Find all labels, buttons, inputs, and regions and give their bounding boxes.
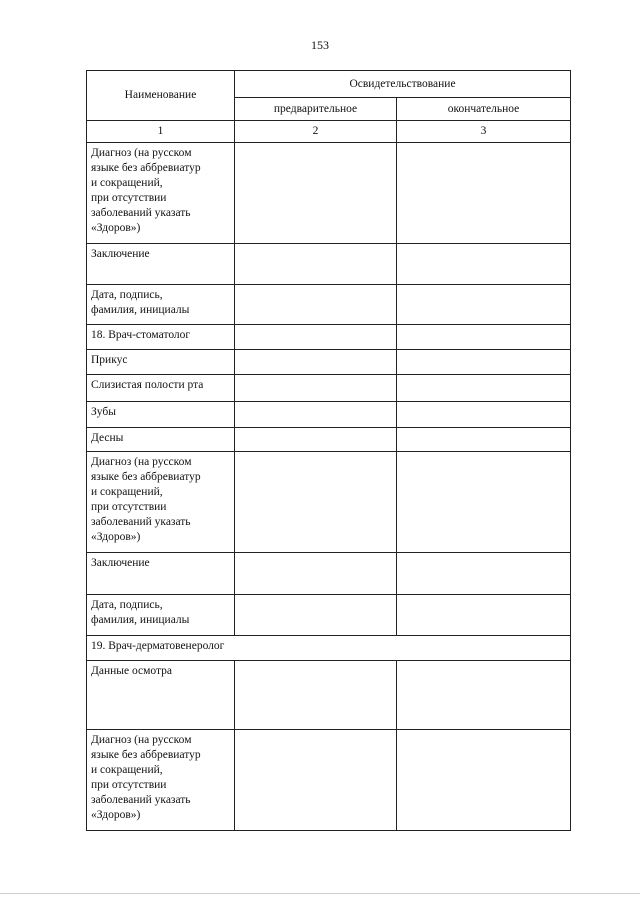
final-cell bbox=[397, 661, 571, 730]
preliminary-cell bbox=[235, 325, 397, 350]
row-label: Заключение bbox=[87, 553, 235, 595]
table-row bbox=[87, 143, 571, 244]
table-row bbox=[87, 553, 571, 595]
table-row bbox=[87, 285, 571, 325]
row-label: Диагноз (на русском языке без аббревиатур и сокращений, при отсутствии заболеваний указать «Здоров») bbox=[87, 143, 235, 244]
header-preliminary: предварительное bbox=[235, 98, 397, 121]
preliminary-cell bbox=[235, 244, 397, 285]
final-cell bbox=[397, 595, 571, 636]
final-cell bbox=[397, 244, 571, 285]
preliminary-cell bbox=[235, 285, 397, 325]
preliminary-cell bbox=[235, 350, 397, 375]
preliminary-cell bbox=[235, 143, 397, 244]
preliminary-cell bbox=[235, 375, 397, 402]
table-row bbox=[87, 244, 571, 285]
row-label: Десны bbox=[87, 428, 235, 452]
header-final: окончательное bbox=[397, 98, 571, 121]
final-cell bbox=[397, 375, 571, 402]
final-cell bbox=[397, 325, 571, 350]
final-cell bbox=[397, 350, 571, 375]
final-cell bbox=[397, 143, 571, 244]
table-row bbox=[87, 595, 571, 636]
final-cell bbox=[397, 730, 571, 831]
table-row bbox=[87, 350, 571, 375]
row-label: Заключение bbox=[87, 244, 235, 285]
section-label: 18. Врач-стоматолог bbox=[87, 325, 235, 350]
header-row-top bbox=[87, 71, 571, 98]
row-label: Диагноз (на русском языке без аббревиатур и сокращений, при отсутствии заболеваний указать «Здоров») bbox=[87, 730, 235, 831]
header-name: Наименование bbox=[87, 71, 235, 121]
section-row bbox=[87, 325, 571, 350]
section-label: 19. Врач-дерматовенеролог bbox=[87, 636, 571, 661]
header-examination: Освидетельствование bbox=[235, 71, 571, 98]
final-cell bbox=[397, 428, 571, 452]
table-row bbox=[87, 375, 571, 402]
final-cell bbox=[397, 452, 571, 553]
row-label: Дата, подпись, фамилия, инициалы bbox=[87, 595, 235, 636]
column-number-1: 1 bbox=[87, 121, 235, 143]
page-number: 153 bbox=[311, 38, 329, 52]
row-label: Данные осмотра bbox=[87, 661, 235, 730]
preliminary-cell bbox=[235, 452, 397, 553]
column-number-row bbox=[87, 121, 571, 143]
final-cell bbox=[397, 402, 571, 428]
final-cell bbox=[397, 553, 571, 595]
table-row bbox=[87, 402, 571, 428]
final-cell bbox=[397, 285, 571, 325]
preliminary-cell bbox=[235, 402, 397, 428]
table-row bbox=[87, 661, 571, 730]
row-label: Дата, подпись, фамилия, инициалы bbox=[87, 285, 235, 325]
medical-exam-table bbox=[86, 70, 571, 831]
preliminary-cell bbox=[235, 553, 397, 595]
preliminary-cell bbox=[235, 730, 397, 831]
row-label: Диагноз (на русском языке без аббревиатур и сокращений, при отсутствии заболеваний указать «Здоров») bbox=[87, 452, 235, 553]
section-row bbox=[87, 636, 571, 661]
table-row bbox=[87, 428, 571, 452]
preliminary-cell bbox=[235, 661, 397, 730]
table-row bbox=[87, 730, 571, 831]
scan-edge-line bbox=[0, 893, 640, 894]
table-row bbox=[87, 452, 571, 553]
preliminary-cell bbox=[235, 595, 397, 636]
column-number-3: 3 bbox=[397, 121, 571, 143]
column-number-2: 2 bbox=[235, 121, 397, 143]
row-label: Прикус bbox=[87, 350, 235, 375]
row-label: Слизистая полости рта bbox=[87, 375, 235, 402]
row-label: Зубы bbox=[87, 402, 235, 428]
preliminary-cell bbox=[235, 428, 397, 452]
